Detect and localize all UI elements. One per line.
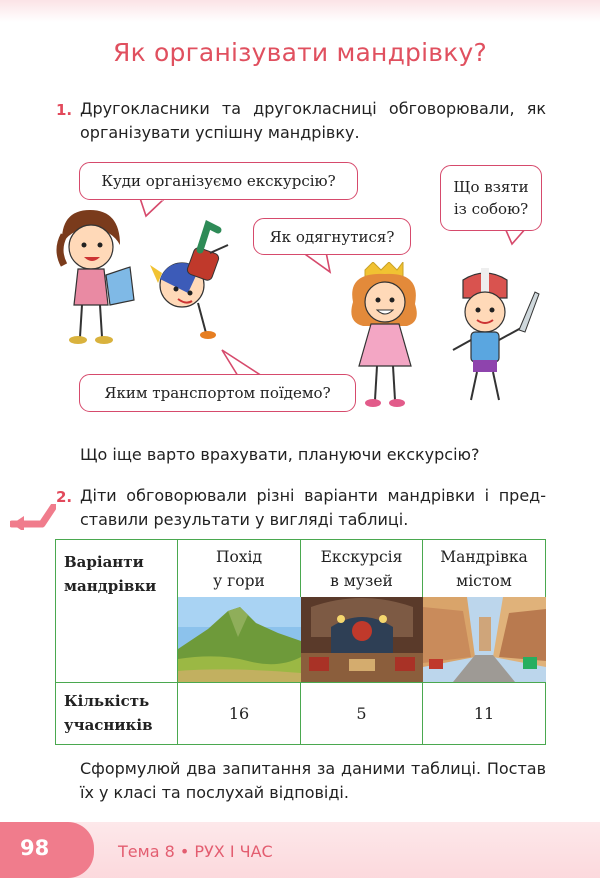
column-museum-excursion-line2: в музей [330, 572, 393, 590]
bubble-take-line1: Що взяти [453, 178, 529, 196]
topic-label: Тема 8 • РУХ І ЧАС [118, 842, 273, 861]
bubble-excursion: Куди організуємо екскурсію? [79, 162, 358, 200]
count-city-tour: 11 [423, 683, 546, 745]
row-header-variants [56, 540, 178, 683]
count-museum-excursion: 5 [301, 683, 423, 745]
task-2-text: Діти обговорювали різні варіанти мандрівки і представили результати у вигляді таблиці. [80, 486, 546, 529]
bubble-dress: Як одягнутися? [253, 218, 411, 255]
task-1-question: Що іще варто врахувати, плануючи екскурсію? [80, 445, 480, 464]
city-street-photo [423, 597, 546, 682]
museum-photo [301, 597, 423, 682]
task-1-number: 1. [56, 101, 73, 119]
task-1-text: Другокласники та другокласниці обговорювали, як організувати успішну мандрівку. [80, 99, 546, 142]
page-number: 98 [20, 836, 50, 860]
column-city-tour [423, 540, 546, 683]
column-mountain-hike-line2: у гори [213, 572, 265, 590]
table-row-variants [56, 540, 546, 683]
princess-and-knight-illustration [345, 262, 545, 412]
row-header-participants [56, 683, 178, 745]
column-museum-excursion [301, 540, 423, 683]
variants-table [55, 539, 546, 745]
column-museum-excursion-line1: Екскурсія [320, 548, 403, 566]
column-city-tour-line2: містом [456, 572, 512, 590]
count-mountain-hike: 16 [178, 683, 301, 745]
column-mountain-hike-line1: Похід [215, 548, 263, 566]
column-city-tour-line1: Мандрівка [440, 548, 528, 566]
row-header-variants-line2: мандрівки [64, 577, 157, 595]
row-header-participants-line1: Кількість [64, 692, 150, 710]
task-2-after-text: Сформулюй два запитання за даними таблиці. Постав їх у класі та послухай відповіді. [80, 759, 546, 802]
row-header-participants-line2: учасників [64, 716, 153, 734]
bubble-take [440, 165, 542, 231]
bubble-take-line2: із собою? [453, 200, 529, 218]
table-row-participants [56, 683, 546, 745]
mountain-photo [178, 597, 301, 682]
row-header-variants-line1: Варіанти [64, 553, 144, 571]
kids-reading-and-cartwheel-illustration [50, 205, 240, 355]
column-mountain-hike [178, 540, 301, 683]
page-title: Як організувати мандрівку? [113, 38, 487, 67]
task-2-number: 2. [56, 488, 73, 506]
bubble-transport: Яким транспортом поїдемо? [79, 374, 356, 412]
pink-arrow-icon [10, 504, 56, 530]
